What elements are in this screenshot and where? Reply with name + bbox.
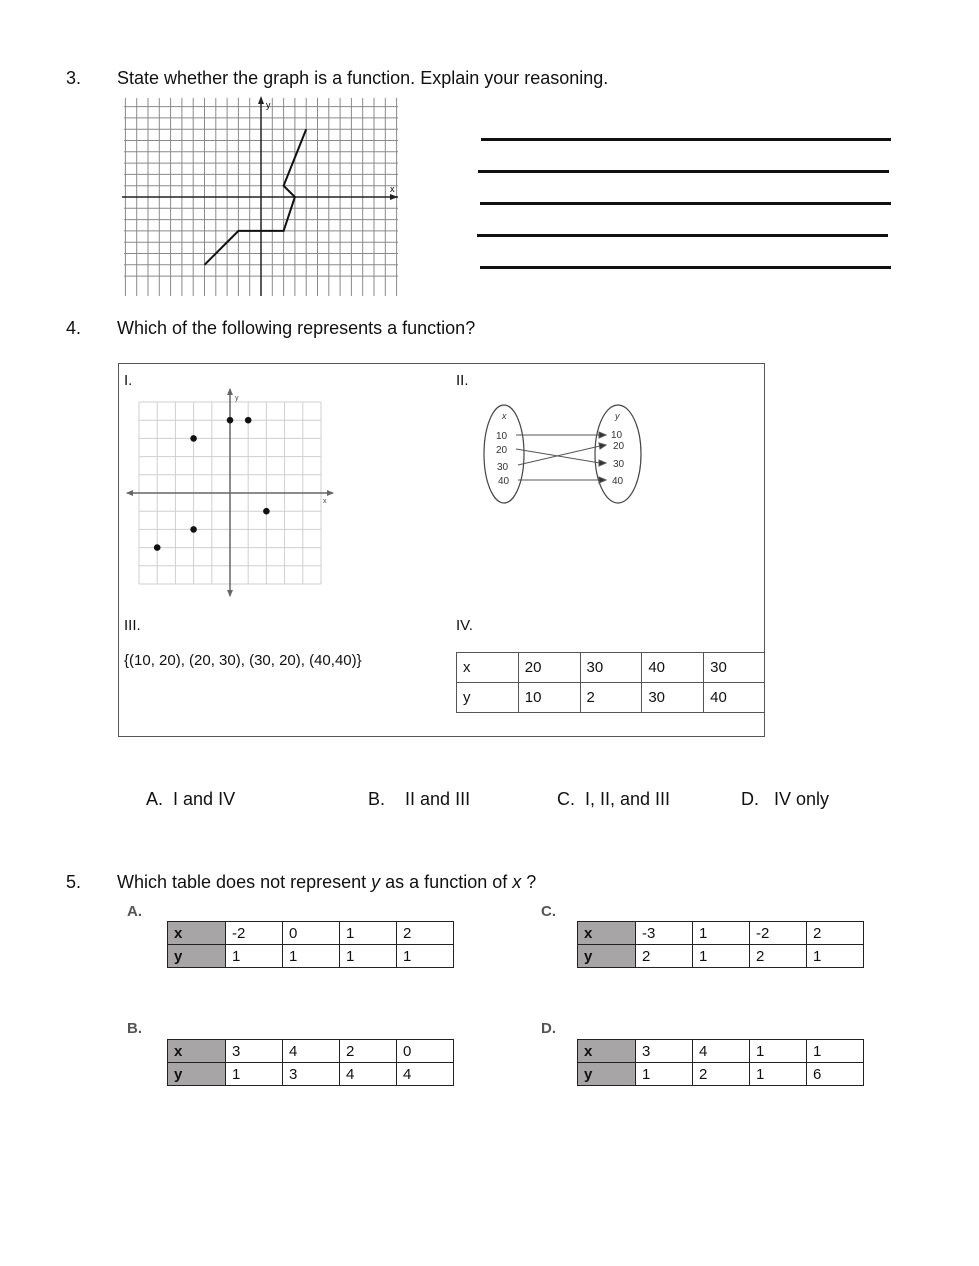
row-header: x — [578, 922, 636, 945]
table-cell: 2 — [750, 945, 807, 968]
q4-y-label: y — [235, 395, 239, 402]
table-d-label: D. — [541, 1020, 556, 1037]
mapping-arrow — [518, 446, 600, 465]
table-cell: 40 — [642, 653, 704, 683]
table-cell: 4 — [283, 1040, 340, 1063]
question-5-text — [117, 872, 536, 893]
row-header: y — [578, 945, 636, 968]
table-cell: 4 — [397, 1063, 454, 1086]
table-cell: 2 — [397, 922, 454, 945]
table-cell: 0 — [283, 922, 340, 945]
table-cell: 10 — [518, 683, 580, 713]
question-4-text: Which of the following represents a function? — [117, 318, 476, 338]
graph-point — [190, 526, 197, 533]
q5-text-prefix: Which table does not represent — [117, 872, 372, 892]
choice-letter: A. — [146, 789, 164, 809]
mapping-y-value: 20 — [613, 441, 625, 452]
q3-x-label: x — [390, 184, 395, 194]
table-cell: 1 — [636, 1063, 693, 1086]
mapping-x-value: 20 — [496, 445, 508, 456]
table-cell: 1 — [693, 922, 750, 945]
graph-point — [227, 417, 234, 424]
table-cell: -2 — [750, 922, 807, 945]
graph-point — [245, 417, 252, 424]
table-row — [578, 945, 864, 968]
table-cell: 4 — [340, 1063, 397, 1086]
answer-line-2[interactable] — [478, 170, 889, 173]
answer-line-4[interactable] — [477, 234, 888, 237]
table-a[interactable] — [167, 921, 454, 968]
table-b[interactable] — [167, 1039, 454, 1086]
table-cell: 1 — [693, 945, 750, 968]
table-row — [168, 1063, 454, 1086]
q4-part4-table — [456, 652, 765, 713]
q4-x-arrow-right — [327, 490, 334, 496]
table-row — [578, 1063, 864, 1086]
question-3-text: State whether the graph is a function. Explain your reasoning. — [117, 68, 609, 88]
answer-line-3[interactable] — [480, 202, 891, 205]
q4-y-arrow-top — [227, 388, 233, 395]
choice-d[interactable] — [741, 789, 829, 810]
q5-text-middle: as a function of — [380, 872, 513, 892]
table-cell: 1 — [397, 945, 454, 968]
mapping-arrowhead — [599, 432, 606, 438]
table-cell: 3 — [283, 1063, 340, 1086]
q4-mapping-diagram — [482, 400, 647, 508]
table-cell: 4 — [693, 1040, 750, 1063]
table-d[interactable] — [577, 1039, 864, 1086]
table-row — [578, 1040, 864, 1063]
answer-line-5[interactable] — [480, 266, 891, 269]
choice-text: I, II, and III — [585, 789, 671, 809]
q4-x-label: x — [323, 498, 327, 505]
mapping-arrowhead — [599, 443, 606, 449]
table-cell: 30 — [642, 683, 704, 713]
answer-line-1[interactable] — [481, 138, 891, 141]
table-cell: 2 — [580, 683, 642, 713]
graph-point — [263, 508, 270, 515]
table-c[interactable] — [577, 921, 864, 968]
table-cell: 1 — [807, 1040, 864, 1063]
row-header: x — [578, 1040, 636, 1063]
choice-text: IV only — [774, 789, 830, 809]
table-cell: -3 — [636, 922, 693, 945]
table-cell: 30 — [704, 653, 765, 683]
table-row — [168, 1040, 454, 1063]
q5-var-y: y — [371, 872, 381, 892]
q4-part2-label: II. — [456, 372, 469, 389]
choice-letter: D. — [741, 789, 759, 809]
table-cell: 40 — [704, 683, 765, 713]
choice-b[interactable] — [368, 789, 470, 810]
table-row — [168, 945, 454, 968]
table-cell: 2 — [340, 1040, 397, 1063]
q4-x-arrow-left — [126, 490, 133, 496]
choice-letter: C. — [557, 789, 575, 809]
table-cell: 6 — [807, 1063, 864, 1086]
table-cell: 0 — [397, 1040, 454, 1063]
graph-point — [190, 435, 197, 442]
row-header: y — [168, 1063, 226, 1086]
mapping-x-value: 10 — [496, 431, 508, 442]
mapping-x-value: 30 — [497, 462, 509, 473]
question-5-number: 5. — [66, 872, 82, 892]
table-cell: 30 — [580, 653, 642, 683]
table-cell: 1 — [226, 1063, 283, 1086]
table-b-label: B. — [127, 1020, 142, 1037]
table-cell: 3 — [636, 1040, 693, 1063]
q3-y-label: y — [266, 100, 271, 110]
q4-part4-label: IV. — [456, 617, 473, 634]
table-cell: 20 — [518, 653, 580, 683]
question-4-number: 4. — [66, 318, 82, 338]
table-cell: 1 — [340, 922, 397, 945]
table-cell: 2 — [693, 1063, 750, 1086]
table-cell: 2 — [807, 922, 864, 945]
q4-ordered-pairs-set: {(10, 20), (20, 30), (30, 20), (40,40)} — [124, 652, 362, 669]
table-cell: 1 — [807, 945, 864, 968]
choice-c[interactable] — [557, 789, 670, 810]
mapping-y-value: 30 — [613, 459, 625, 470]
mapping-y-value: 40 — [612, 476, 624, 487]
mapping-y-value: 10 — [611, 430, 623, 441]
mapping-x-value: 40 — [498, 476, 510, 487]
choice-text: I and IV — [173, 789, 236, 809]
table-cell: 3 — [226, 1040, 283, 1063]
question-3-number: 3. — [66, 68, 82, 88]
q3-y-arrow — [258, 96, 264, 104]
table-cell: 1 — [340, 945, 397, 968]
table-cell: 2 — [636, 945, 693, 968]
q4-part1-graph — [124, 386, 336, 600]
table-a-label: A. — [127, 903, 142, 920]
table-cell: y — [457, 683, 519, 713]
mapping-arrowhead — [599, 477, 606, 483]
q4-y-arrow-bottom — [227, 590, 233, 597]
choice-letter: B. — [368, 789, 386, 809]
row-header: y — [168, 945, 226, 968]
table-cell: -2 — [226, 922, 283, 945]
table-row — [578, 922, 864, 945]
row-header: x — [168, 1040, 226, 1063]
table-cell: 1 — [750, 1040, 807, 1063]
q5-var-x: x — [512, 872, 522, 892]
table-cell: x — [457, 653, 519, 683]
row-header: x — [168, 922, 226, 945]
q3-graph — [120, 96, 405, 298]
table-cell: 1 — [283, 945, 340, 968]
row-header: y — [578, 1063, 636, 1086]
table-cell: 1 — [226, 945, 283, 968]
graph-point — [154, 544, 161, 551]
mapping-arrowhead — [599, 460, 606, 466]
q4-part1-label: I. — [124, 372, 133, 389]
table-cell: 1 — [750, 1063, 807, 1086]
table-c-label: C. — [541, 903, 556, 920]
choice-a[interactable] — [146, 789, 235, 810]
mapping-y-header: y — [615, 411, 620, 421]
q4-part3-label: III. — [124, 617, 141, 634]
table-row — [457, 683, 765, 713]
table-row — [457, 653, 765, 683]
table-row — [168, 922, 454, 945]
q5-text-suffix: ? — [521, 872, 537, 892]
choice-text: II and III — [405, 789, 471, 809]
mapping-x-header: x — [502, 411, 507, 421]
